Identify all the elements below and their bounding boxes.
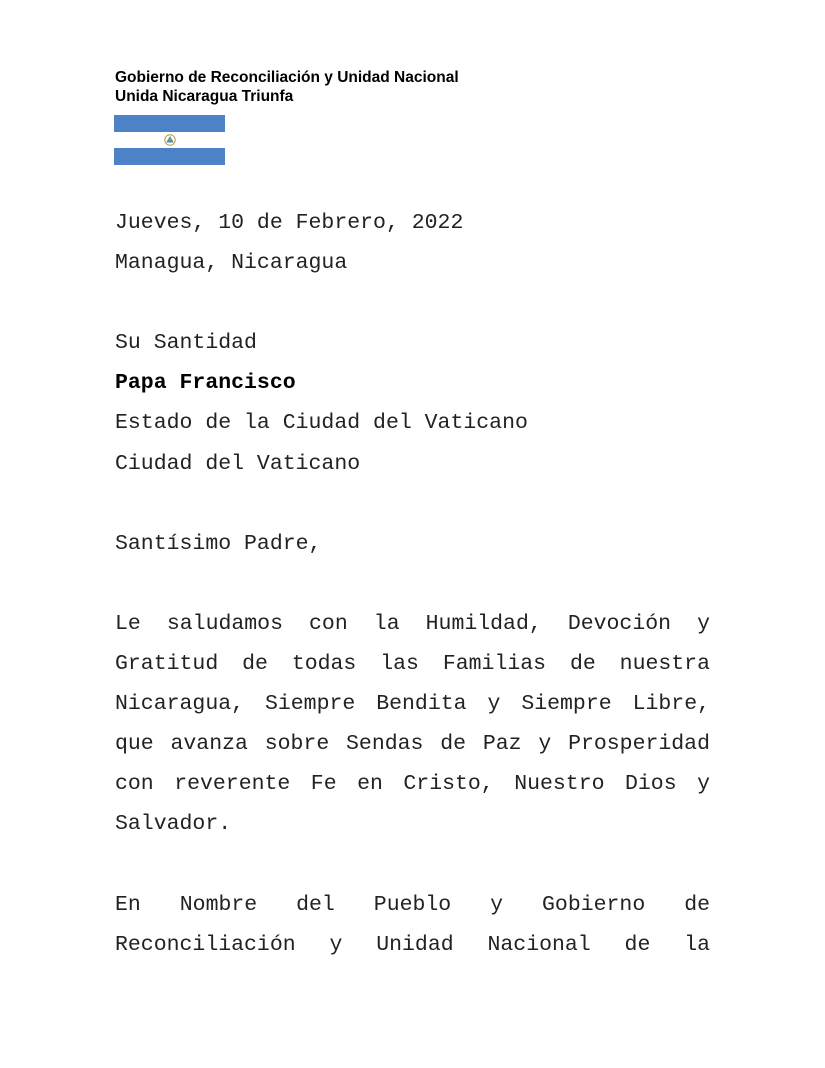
recipient-title: Su Santidad xyxy=(115,331,257,356)
letter-place: Managua, Nicaragua xyxy=(115,251,348,276)
spacer xyxy=(115,484,710,524)
recipient-state: Estado de la Ciudad del Vaticano xyxy=(115,411,528,436)
recipient-name: Papa Francisco xyxy=(115,371,296,396)
paragraph-greeting: Le saludamos con la Humildad, Devoción y Gratitud de todas las Familias de nuestra Nicaragua, Siempre Bendita y Siempre Libre, que avanza sobre Sendas de Paz y Prosperidad con reverente Fe en Cristo, Nuestro Dios y Salvador. xyxy=(115,611,710,837)
salutation: Santísimo Padre, xyxy=(115,531,322,556)
nicaragua-flag-icon xyxy=(114,115,225,165)
flag-middle-stripe xyxy=(114,132,225,149)
letter-date: Jueves, 10 de Febrero, 2022 xyxy=(115,211,464,235)
coat-of-arms-icon xyxy=(163,134,177,146)
spacer xyxy=(115,845,710,885)
letterhead-government: Gobierno de Reconciliación y Unidad Nacional xyxy=(115,69,459,86)
paragraph-in-the-name: En Nombre del Pueblo y Gobierno de Reconciliación y Unidad Nacional de la xyxy=(115,892,710,957)
letter-body xyxy=(115,203,710,965)
flag-top-stripe xyxy=(114,115,225,132)
flag-bottom-stripe xyxy=(114,148,225,165)
letterhead xyxy=(115,68,459,106)
spacer xyxy=(115,564,710,604)
letterhead-slogan: Unida Nicaragua Triunfa xyxy=(115,88,294,105)
spacer xyxy=(115,283,710,323)
recipient-city: Ciudad del Vaticano xyxy=(115,451,361,476)
